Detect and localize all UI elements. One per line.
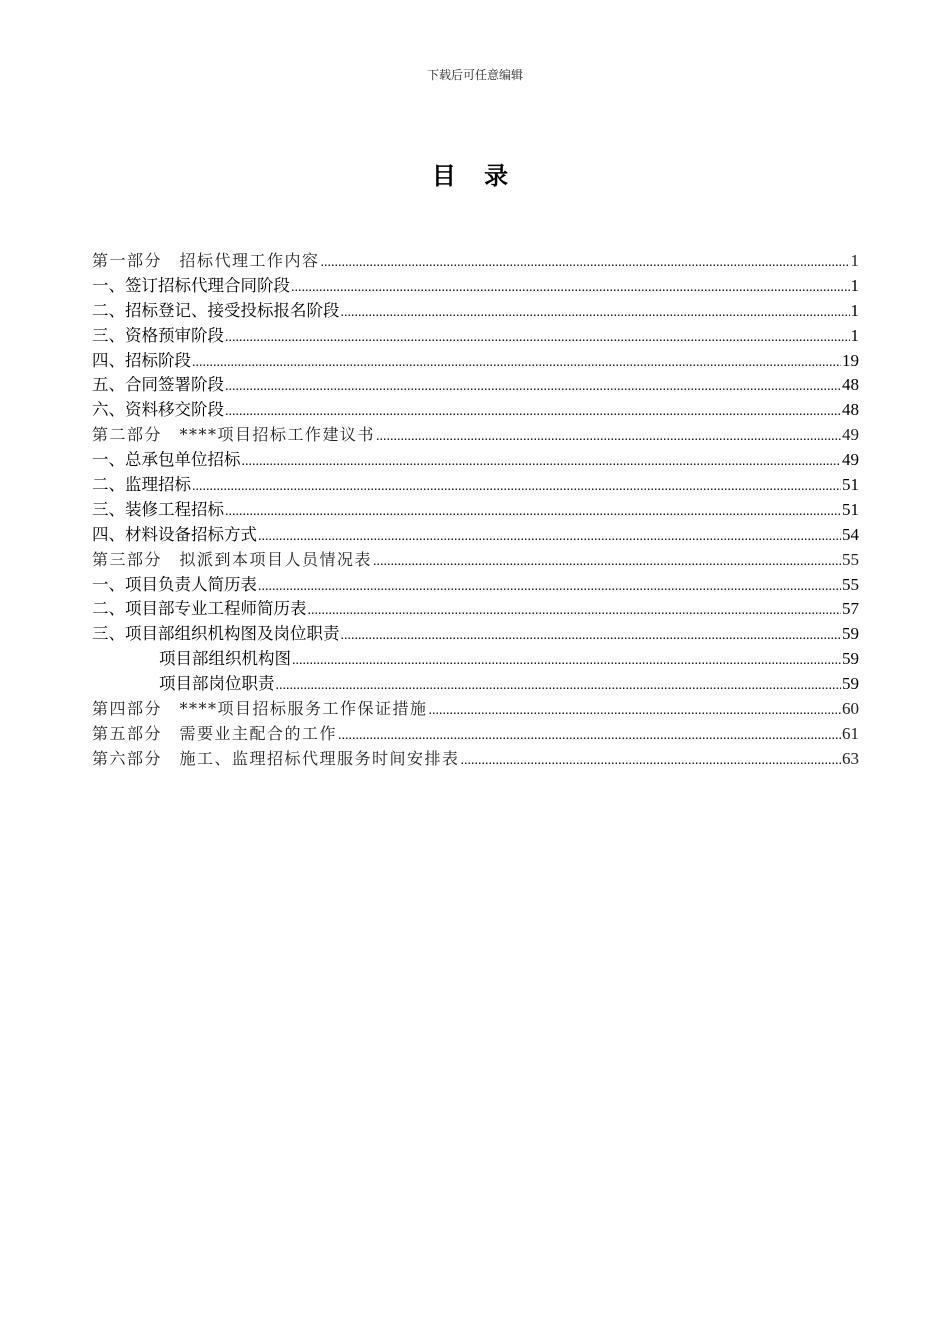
- dot-leader: [373, 550, 841, 575]
- toc-entry-page: 48: [842, 400, 859, 420]
- dot-leader: [258, 575, 841, 600]
- dot-leader: [225, 400, 841, 425]
- dot-leader: [341, 624, 842, 649]
- toc-entry-text: 项目部组织机构图: [159, 649, 291, 669]
- dot-leader: [192, 475, 841, 500]
- toc-entry-text: 二、招标登记、接受投标报名阶段: [92, 300, 340, 320]
- toc-entry[interactable]: [92, 249, 859, 274]
- toc-entry[interactable]: [92, 448, 859, 473]
- toc-entry-page: 55: [842, 574, 859, 594]
- toc-entry-page: 1: [850, 251, 859, 270]
- toc-entry[interactable]: [92, 697, 859, 722]
- toc-entry[interactable]: [92, 299, 859, 324]
- toc-entry-text: 二、监理招标: [92, 475, 191, 495]
- toc-entry-page: 63: [842, 748, 859, 768]
- toc-entry-page: 48: [842, 375, 859, 395]
- toc-entry[interactable]: [92, 647, 859, 672]
- dot-leader: [225, 375, 841, 400]
- toc-entry[interactable]: [92, 473, 859, 498]
- toc-entry[interactable]: [92, 274, 859, 299]
- dot-leader: [429, 699, 841, 724]
- toc-entry-page: 49: [842, 425, 859, 445]
- dot-leader: [258, 525, 841, 550]
- dot-leader: [341, 301, 850, 326]
- toc-entry-page: 51: [842, 499, 859, 519]
- toc-entry-page: 54: [842, 524, 859, 544]
- toc-entry-page: 59: [842, 674, 859, 694]
- toc-title: 目 录: [431, 162, 519, 190]
- dot-leader: [376, 425, 841, 450]
- toc-entry-text: 一、签订招标代理合同阶段: [92, 275, 290, 295]
- toc-entry-text: 二、项目部专业工程师简历表: [92, 599, 307, 619]
- toc-entry[interactable]: [92, 423, 859, 448]
- dot-leader: [461, 749, 841, 774]
- dot-leader: [308, 599, 842, 624]
- toc-entry-text: 三、资格预审阶段: [92, 325, 224, 345]
- toc-entry-page: 51: [842, 475, 859, 495]
- toc-entry[interactable]: [92, 548, 859, 573]
- toc-entry-text: 一、项目负责人简历表: [92, 574, 257, 594]
- toc-entry-page: 59: [842, 624, 859, 644]
- toc-entry-page: 1: [850, 275, 859, 295]
- toc-entry[interactable]: [92, 622, 859, 647]
- toc-entry-text: 第二部分 ****项目招标工作建议书: [92, 425, 376, 445]
- toc-entry-page: 59: [842, 649, 859, 669]
- toc-entry-text: 第一部分 招标代理工作内容: [92, 251, 320, 270]
- toc-entry[interactable]: [92, 747, 859, 772]
- header-note: 下载后可任意编辑: [426, 68, 523, 82]
- toc-entry-text: 项目部岗位职责: [159, 674, 275, 694]
- toc-entry-page: 61: [842, 723, 859, 743]
- toc-entry-text: 四、材料设备招标方式: [92, 524, 257, 544]
- toc-entry[interactable]: [92, 349, 859, 374]
- toc-entry-text: 第三部分 拟派到本项目人员情况表: [92, 549, 373, 569]
- toc-entry-page: 57: [842, 599, 859, 619]
- dot-leader: [321, 251, 850, 276]
- toc-entry[interactable]: [92, 597, 859, 622]
- toc-entry-text: 第五部分 需要业主配合的工作: [92, 723, 338, 743]
- toc-entry[interactable]: [92, 398, 859, 423]
- dot-leader: [192, 351, 841, 376]
- toc-entry[interactable]: [92, 324, 859, 349]
- toc-entry[interactable]: [92, 722, 859, 747]
- toc-entry-text: 一、总承包单位招标: [92, 450, 241, 470]
- toc-entry[interactable]: [92, 498, 859, 523]
- toc-entry-page: 19: [842, 350, 859, 370]
- dot-leader: [291, 276, 850, 301]
- dot-leader: [225, 500, 841, 525]
- toc-entry-page: 1: [850, 325, 859, 345]
- toc-entry-page: 55: [842, 549, 859, 569]
- table-of-contents: [92, 249, 859, 772]
- toc-entry[interactable]: [92, 672, 859, 697]
- toc-entry[interactable]: [92, 523, 859, 548]
- toc-entry-page: 49: [842, 450, 859, 470]
- toc-entry[interactable]: [92, 573, 859, 598]
- dot-leader: [276, 674, 842, 699]
- toc-entry-text: 第六部分 施工、监理招标代理服务时间安排表: [92, 748, 460, 768]
- toc-entry-text: 六、资料移交阶段: [92, 400, 224, 420]
- toc-entry-page: 60: [842, 699, 859, 719]
- toc-entry-text: 三、装修工程招标: [92, 499, 224, 519]
- toc-entry-text: 第四部分 ****项目招标服务工作保证措施: [92, 699, 428, 719]
- dot-leader: [292, 649, 841, 674]
- toc-entry-text: 四、招标阶段: [92, 350, 191, 370]
- toc-entry-page: 1: [850, 300, 859, 320]
- dot-leader: [225, 326, 850, 351]
- toc-entry[interactable]: [92, 373, 859, 398]
- dot-leader: [242, 450, 842, 475]
- toc-entry-text: 三、项目部组织机构图及岗位职责: [92, 624, 340, 644]
- dot-leader: [338, 724, 841, 749]
- toc-entry-text: 五、合同签署阶段: [92, 375, 224, 395]
